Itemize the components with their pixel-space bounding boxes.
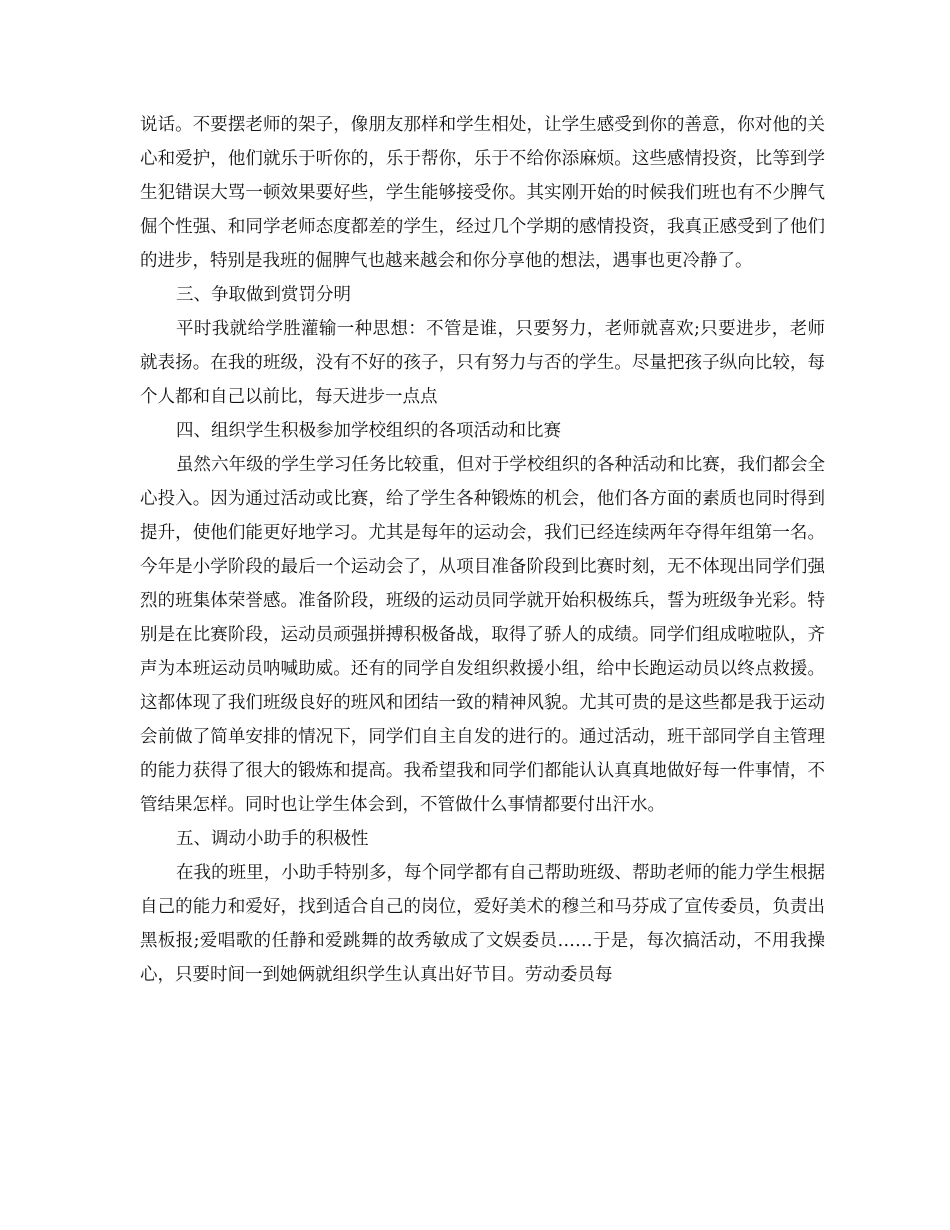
paragraph-section-4: 虽然六年级的学生学习任务比较重，但对于学校组织的各种活动和比赛，我们都会全心投入。因为通过活动或比赛，给了学生各种锻炼的机会，他们各方面的素质也同时得到提升，使他们能更好地学习。尤其是每年的运动会，我们已经连续两年夺得年组第一名。今年是小学阶段的最后一个运动会了，从项目准备阶段到比赛时刻，无不体现出同学们强烈的班集体荣誉感。准备阶段，班级的运动员同学就开始积极练兵，誓为班级争光彩。特别是在比赛阶段，运动员顽强拼搏积极备战，取得了骄人的成绩。同学们组成啦啦队，齐声为本班运动员呐喊助威。还有的同学自发组织救援小组，给中长跑运动员以终点救援。这都体现了我们班级良好的班风和团结一致的精神风貌。尤其可贵的是这些都是我于运动会前做了简单安排的情况下，同学们自主自发的进行的。通过活动，班干部同学自主管理的能力获得了很大的锻炼和提高。我希望我和同学们都能认认真真地做好每一件事情，不管结果怎样。同时也让学生体会到，不管做什么事情都要付出汗水。 xyxy=(140,455,825,815)
section-heading-5: 五、调动小助手的积极性 xyxy=(176,829,369,849)
paragraph-intro: 说话。不要摆老师的架子，像朋友那样和学生相处，让学生感受到你的善意，你对他的关心和爱护，他们就乐于听你的，乐于帮你，乐于不给你添麻烦。这些感情投资，比等到学生犯错误大骂一顿效果要好些，学生能够接受你。其实刚开始的时候我们班也有不少脾气倔个性强、和同学老师态度都差的学生，经过几个学期的感情投资，我真正感受到了他们的进步，特别是我班的倔脾气也越来越会和你分享他的想法，遇事也更冷静了。 xyxy=(140,115,825,271)
paragraph-section-5: 在我的班里，小助手特别多，每个同学都有自己帮助班级、帮助老师的能力学生根据自己的能力和爱好，找到适合自己的岗位，爱好美术的穆兰和马芬成了宣传委员，负责出黑板报;爱唱歌的任静和爱跳舞的故秀敏成了文娱委员……于是，每次搞活动，不用我操心，只要时间一到她俩就组织学生认真出好节目。劳动委员每 xyxy=(140,863,825,985)
section-heading-3: 三、争取做到赏罚分明 xyxy=(176,285,351,305)
paragraph-section-3: 平时我就给学胜灌输一种思想：不管是谁，只要努力，老师就喜欢;只要进步，老师就表扬。在我的班级，没有不好的孩子，只有努力与否的学生。尽量把孩子纵向比较，每个人都和自己以前比，每天进步一点点 xyxy=(140,319,825,407)
document-body xyxy=(140,108,825,992)
section-heading-4: 四、组织学生积极参加学校组织的各项活动和比赛 xyxy=(176,421,561,441)
